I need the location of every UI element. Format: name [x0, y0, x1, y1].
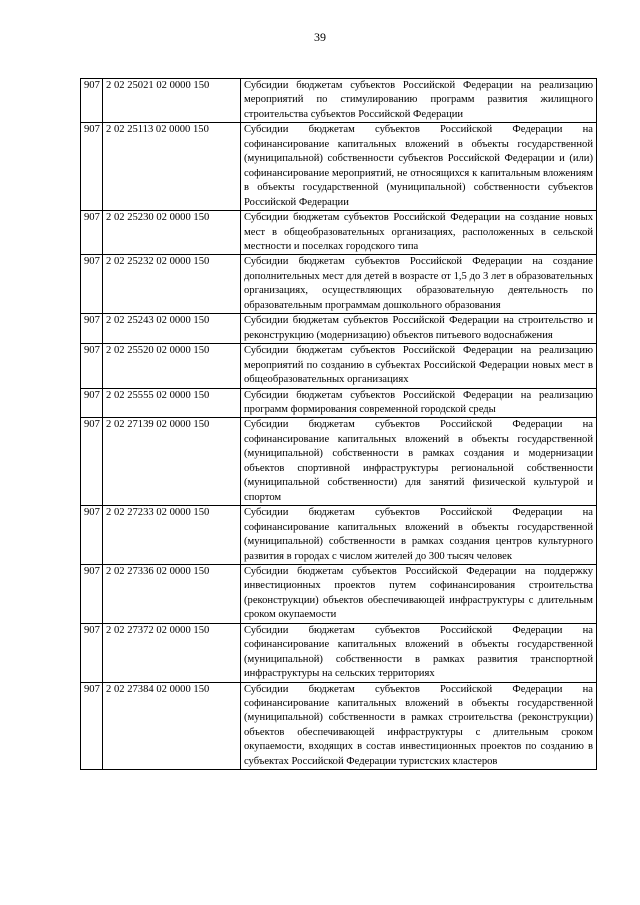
table-row — [81, 255, 597, 314]
budget-classification-table — [80, 78, 597, 770]
budget-code-cell: 2 02 25520 02 0000 150 — [103, 344, 241, 388]
budget-code-cell: 2 02 27336 02 0000 150 — [103, 564, 241, 623]
admin-code-cell: 907 — [81, 255, 103, 314]
description-cell: Субсидии бюджетам субъектов Российской Федерации на софинансирование капитальных вложений в объекты государственной (муниципальной) собственности в рамках развития транспортной инфраструктуры на сельских территориях — [241, 623, 597, 682]
budget-code-cell: 2 02 25555 02 0000 150 — [103, 388, 241, 418]
budget-code-cell: 2 02 27139 02 0000 150 — [103, 418, 241, 506]
budget-code-cell: 2 02 25021 02 0000 150 — [103, 79, 241, 123]
admin-code-cell: 907 — [81, 79, 103, 123]
budget-code-cell: 2 02 25232 02 0000 150 — [103, 255, 241, 314]
admin-code-cell: 907 — [81, 564, 103, 623]
table-row — [81, 623, 597, 682]
table-row — [81, 211, 597, 255]
description-cell: Субсидии бюджетам субъектов Российской Федерации на поддержку инвестиционных проектов путем софинансирования строительства (реконструкции) объектов обеспечивающей инфраструктуры с длительным сроком окупаемости — [241, 564, 597, 623]
description-cell: Субсидии бюджетам субъектов Российской Федерации на софинансирование капитальных вложений в объекты государственной (муниципальной) собственности в рамках строительства (реконструкции) объектов обеспечивающей инфраструктуры с длительным сроком окупаемости, входящих в состав инвестиционных проектов по созданию в субъектах Российской Федерации туристских кластеров — [241, 682, 597, 770]
budget-code-cell: 2 02 27384 02 0000 150 — [103, 682, 241, 770]
table-row — [81, 388, 597, 418]
budget-code-cell: 2 02 25243 02 0000 150 — [103, 314, 241, 344]
table-row — [81, 418, 597, 506]
admin-code-cell: 907 — [81, 682, 103, 770]
description-cell: Субсидии бюджетам субъектов Российской Федерации на софинансирование капитальных вложений в объекты государственной (муниципальной) собственности в рамках создания и модернизации объектов спортивной инфраструктуры региональной собственности (муниципальной собственности) для занятий физической культурой и спортом — [241, 418, 597, 506]
admin-code-cell: 907 — [81, 211, 103, 255]
table-row — [81, 682, 597, 770]
admin-code-cell: 907 — [81, 123, 103, 211]
admin-code-cell: 907 — [81, 388, 103, 418]
table-row — [81, 314, 597, 344]
description-cell: Субсидии бюджетам субъектов Российской Федерации на создание дополнительных мест для детей в возрасте от 1,5 до 3 лет в образовательных организациях, осуществляющих образовательную деятельность по образовательным программам дошкольного образования — [241, 255, 597, 314]
table-row — [81, 79, 597, 123]
description-cell: Субсидии бюджетам субъектов Российской Федерации на строительство и реконструкцию (модернизацию) объектов питьевого водоснабжения — [241, 314, 597, 344]
description-cell: Субсидии бюджетам субъектов Российской Федерации на создание новых мест в общеобразовательных организациях, расположенных в сельской местности и поселках городского типа — [241, 211, 597, 255]
budget-code-cell: 2 02 25113 02 0000 150 — [103, 123, 241, 211]
description-cell: Субсидии бюджетам субъектов Российской Федерации на реализацию программ формирования современной городской среды — [241, 388, 597, 418]
table-body — [81, 79, 597, 770]
description-cell: Субсидии бюджетам субъектов Российской Федерации на реализацию мероприятий по стимулированию программ развития жилищного строительства субъектов Российской Федерации — [241, 79, 597, 123]
budget-code-cell: 2 02 27372 02 0000 150 — [103, 623, 241, 682]
admin-code-cell: 907 — [81, 314, 103, 344]
admin-code-cell: 907 — [81, 623, 103, 682]
page-number: 39 — [314, 30, 326, 44]
table-row — [81, 506, 597, 565]
admin-code-cell: 907 — [81, 418, 103, 506]
admin-code-cell: 907 — [81, 344, 103, 388]
budget-code-cell: 2 02 25230 02 0000 150 — [103, 211, 241, 255]
description-cell: Субсидии бюджетам субъектов Российской Федерации на софинансирование капитальных вложений в объекты государственной (муниципальной) собственности субъектов Российской Федерации и (или) софинансирование мероприятий, не относящихся к капитальным вложениям в объекты государственной (муниципальной) собственности субъектов Российской Федерации — [241, 123, 597, 211]
budget-code-cell: 2 02 27233 02 0000 150 — [103, 506, 241, 565]
table-row — [81, 564, 597, 623]
description-cell: Субсидии бюджетам субъектов Российской Федерации на софинансирование капитальных вложений в объекты государственной (муниципальной) собственности в рамках создания центров культурного развития в городах с числом жителей до 300 тысяч человек — [241, 506, 597, 565]
table-row — [81, 123, 597, 211]
description-cell: Субсидии бюджетам субъектов Российской Федерации на реализацию мероприятий по созданию в субъектах Российской Федерации новых мест в общеобразовательных организациях — [241, 344, 597, 388]
table-row — [81, 344, 597, 388]
admin-code-cell: 907 — [81, 506, 103, 565]
